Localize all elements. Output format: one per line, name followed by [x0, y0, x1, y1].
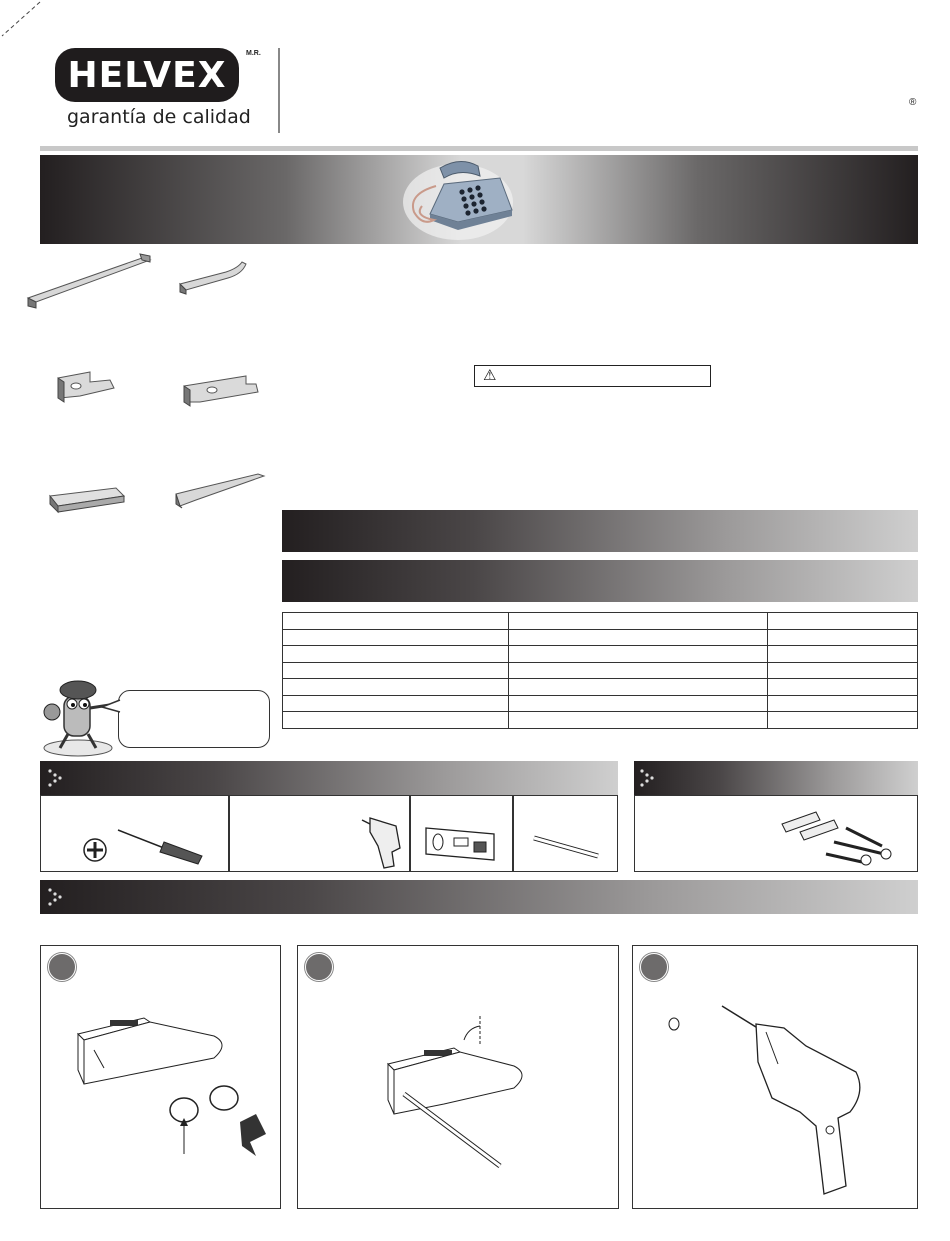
towel-bar-illustration — [22, 250, 154, 310]
table-cell — [508, 712, 768, 729]
step-1-badge — [48, 953, 76, 981]
registered-mark: ® — [909, 97, 917, 108]
step-3-badge — [640, 953, 668, 981]
table-cell — [508, 629, 768, 646]
shelf-illustration — [44, 482, 128, 516]
drill-icon — [356, 812, 408, 870]
table-cell — [508, 646, 768, 663]
table-row — [283, 613, 918, 630]
step-3-drill-illustration — [660, 1002, 870, 1200]
table-row — [283, 662, 918, 679]
table-row — [283, 679, 918, 696]
towel-ring-illustration — [172, 472, 268, 514]
dotted-arrow-icon — [46, 887, 66, 907]
header-divider — [278, 48, 280, 133]
speech-bubble — [118, 690, 270, 748]
paper-holder-illustration — [176, 258, 251, 298]
warning-box — [474, 365, 711, 387]
table-cell — [508, 613, 768, 630]
table-cell — [768, 662, 918, 679]
table-cell — [508, 679, 768, 696]
brand-logo — [55, 48, 239, 102]
speech-bubble-tail — [100, 698, 122, 716]
table-row — [283, 629, 918, 646]
table-cell — [508, 695, 768, 712]
spirit-level-icon — [424, 822, 496, 862]
pencil-icon — [532, 832, 602, 862]
table-cell — [283, 646, 509, 663]
spec-table — [282, 612, 918, 729]
table-row — [283, 646, 918, 663]
brand-tagline: garantía de calidad — [67, 106, 251, 128]
table-cell — [283, 712, 509, 729]
table-cell — [283, 629, 509, 646]
tools-divider — [228, 795, 230, 872]
section-bar-2 — [282, 560, 918, 602]
dotted-arrow-icon — [638, 768, 658, 788]
installation-header — [40, 880, 918, 914]
table-cell — [768, 712, 918, 729]
table-cell — [768, 695, 918, 712]
step-2-badge — [305, 953, 333, 981]
step-1-illustration — [74, 1010, 274, 1160]
crop-mark — [0, 0, 45, 40]
table-cell — [283, 679, 509, 696]
table-cell — [283, 695, 509, 712]
accessories-header — [634, 761, 918, 795]
double-hook-illustration — [176, 372, 266, 412]
table-cell — [768, 679, 918, 696]
warning-triangle-icon: ⚠ — [483, 366, 497, 384]
robe-hook-illustration — [50, 368, 120, 408]
brand-name: HELVEX — [67, 54, 227, 96]
table-cell — [768, 613, 918, 630]
wall-anchors-and-screws-icon — [776, 802, 898, 866]
table-row — [283, 695, 918, 712]
tools-header — [40, 761, 618, 795]
tools-divider — [512, 795, 514, 872]
table-cell — [283, 613, 509, 630]
table-row — [283, 712, 918, 729]
brand-mark: M.R. — [246, 50, 261, 57]
dotted-arrow-icon — [46, 768, 66, 788]
section-bar-1 — [282, 510, 918, 552]
table-cell — [768, 646, 918, 663]
table-cell — [283, 662, 509, 679]
phillips-screwdriver-icon — [78, 826, 208, 866]
telephone-icon — [400, 156, 520, 242]
step-2-illustration — [384, 1010, 524, 1175]
top-rule — [40, 146, 918, 151]
table-cell — [508, 662, 768, 679]
table-cell — [768, 629, 918, 646]
tools-divider — [409, 795, 411, 872]
